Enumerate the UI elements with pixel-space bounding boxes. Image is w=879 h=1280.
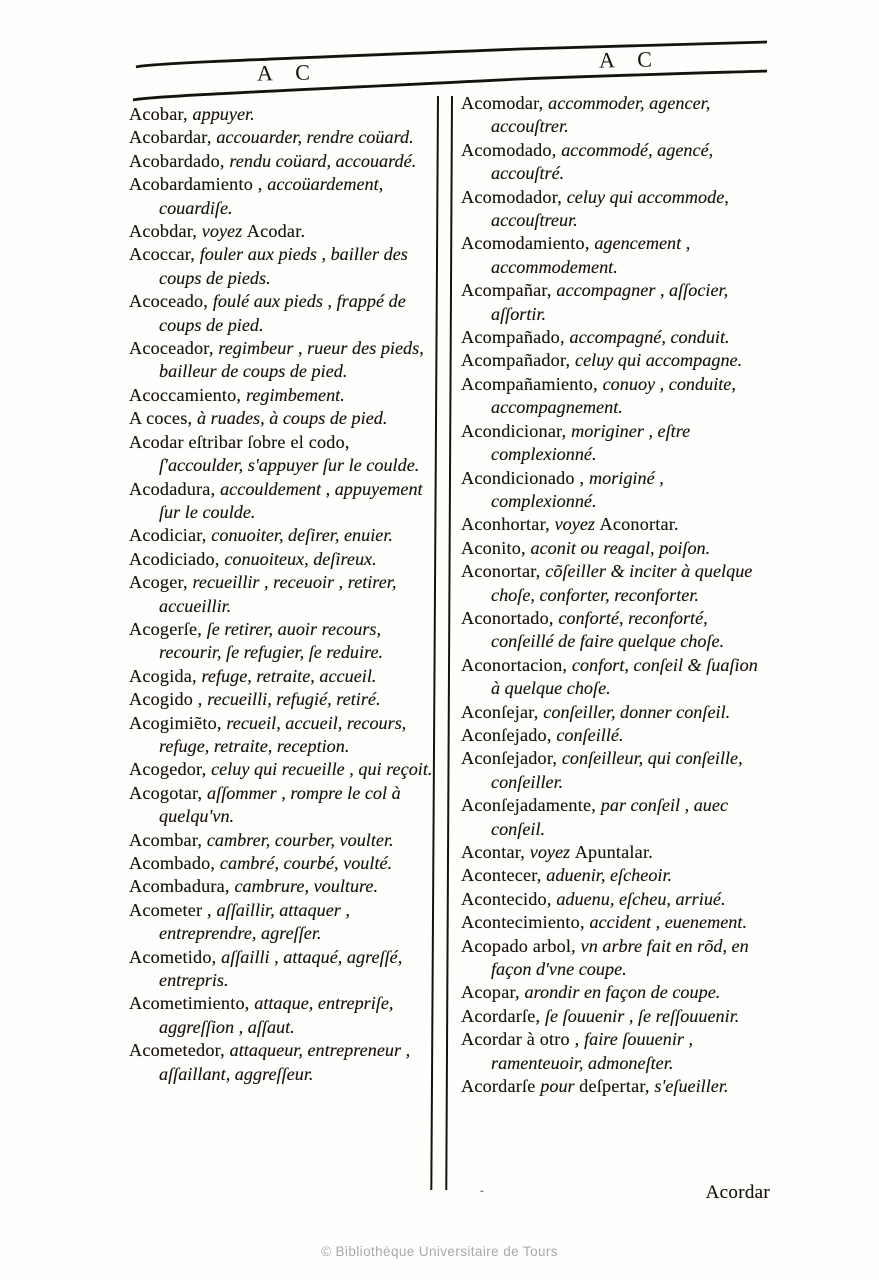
gloss-text: foulé aux pieds , frappé de coups de pied. [159, 291, 406, 335]
gloss-text: voyez [201, 221, 247, 242]
gloss-text: cambrure, voulture. [234, 876, 379, 897]
running-title-right: A C [598, 46, 662, 73]
dictionary-entry [129, 1039, 436, 1086]
dictionary-entry [129, 899, 436, 946]
headword-text: Acompañador, [461, 350, 575, 371]
dictionary-column-left [129, 103, 436, 1086]
gloss-text: à ruades, à coups de pied. [196, 408, 388, 429]
dictionary-entry [129, 548, 436, 571]
gloss-text: par conſeil , auec conſeil. [491, 795, 729, 839]
gloss-text: attaqueur, entrepreneur , aſſaillant, aggreſſeur. [159, 1040, 411, 1084]
gloss-text: refuge, retraite, accueil. [201, 665, 377, 686]
dictionary-entry [129, 431, 436, 478]
gloss-text: regimbement. [245, 384, 345, 405]
gloss-text: faire ſouuenir , ramenteuoir, admoneſter. [491, 1029, 694, 1073]
dictionary-entry [461, 560, 770, 607]
headword-text: Apuntalar. [574, 842, 653, 862]
headword-text: Acompañado, [461, 327, 570, 348]
headword-text: Aconortado, [461, 607, 559, 628]
dictionary-entry [461, 186, 770, 233]
headword-text: deſpertar, [579, 1076, 655, 1097]
dictionary-entry [461, 139, 770, 186]
gloss-text: accident , euenement. [589, 912, 748, 933]
dictionary-entry [461, 654, 770, 701]
headword-text: Acomodado, [461, 139, 562, 160]
dictionary-entry [129, 946, 436, 993]
headword-text: Acogimiẽto, [129, 712, 227, 733]
headword-text: Aconortar, [461, 561, 546, 582]
headword-text: Acodiciado, [129, 548, 225, 569]
headword-text: Acodadura, [129, 478, 221, 499]
gloss-text: conuoiter, deſirer, enuier. [211, 525, 393, 546]
dictionary-entry [129, 384, 436, 407]
headword-text: Acomodar, [461, 93, 549, 113]
headword-text: Aconortar. [599, 514, 679, 535]
headword-text: A coces, [129, 408, 197, 429]
headword-text: Acodiciar, [129, 525, 212, 546]
headword-text: Acontecimiento, [461, 912, 590, 933]
gloss-text: celuy qui accompagne. [575, 350, 743, 371]
gloss-text: accompagné, conduit. [569, 327, 730, 348]
dictionary-entry [129, 688, 436, 711]
dictionary-entry [129, 478, 436, 525]
dictionary-entry [129, 852, 436, 875]
dictionary-entry [461, 1005, 770, 1028]
headword-text: Acombar, [129, 829, 207, 850]
headword-text: Acoceador, [129, 338, 219, 359]
dictionary-entry [461, 467, 770, 514]
catchword: Acordar [705, 1182, 770, 1203]
dictionary-entry [461, 349, 770, 372]
dictionary-entry [461, 911, 770, 934]
dictionary-entry [461, 232, 770, 279]
gloss-text: aſſommer , rompre le col à quelqu'vn. [159, 782, 401, 827]
gloss-text: recueillir , receuoir , retirer, accueillir. [159, 572, 397, 616]
headword-text: Acobar, [129, 104, 193, 124]
gloss-text: ſ'accoulder, s'appuyer ſur le coulde. [159, 455, 420, 476]
gloss-text: conſeilleur, qui conſeille, conſeiller. [491, 748, 743, 792]
headword-text: Acogida, [129, 665, 202, 686]
headword-text: Acombado, [129, 853, 220, 873]
dictionary-entry [461, 864, 770, 887]
dictionary-entry [129, 875, 436, 898]
dictionary-entry [461, 888, 770, 911]
ink-stray-mark: ` [478, 1188, 492, 1204]
headword-text: Acogotar, [129, 782, 208, 803]
dictionary-entry [461, 92, 770, 139]
dictionary-entry [461, 841, 770, 864]
dictionary-entry [129, 758, 436, 781]
header-rule-top [136, 42, 767, 67]
dictionary-entry [129, 243, 436, 290]
headword-text: Acodar eſtribar ſobre el codo, [129, 431, 350, 452]
headword-text: Acometido, [129, 946, 222, 967]
headword-text: Acogerſe, [129, 618, 207, 639]
headword-text: Acontar, [461, 842, 530, 862]
headword-text: Acompañar, [461, 280, 557, 301]
dictionary-entry [461, 701, 770, 724]
dictionary-entry [129, 150, 436, 173]
gloss-text: attaque, entrepriſe, aggreſſion , aſſaut. [159, 993, 394, 1037]
dictionary-entry [129, 126, 436, 149]
headword-text: Acometedor, [129, 1040, 230, 1061]
headword-text: Acondicionar, [461, 420, 572, 441]
dictionary-column-right [461, 92, 770, 1098]
gloss-text: appuyer. [192, 104, 255, 124]
headword-text: Acopar, [461, 982, 525, 1003]
gloss-text: accommoder, agencer, accouſtrer. [491, 93, 711, 137]
dictionary-entry [461, 373, 770, 420]
headword-text: Acobardar, [129, 127, 217, 148]
headword-text: Acombadura, [129, 876, 235, 897]
dictionary-entry [129, 829, 436, 852]
headword-text: Acogedor, [129, 759, 212, 780]
headword-text: Aconſejado, [461, 724, 557, 745]
gloss-text: celuy qui recueille , qui reçoit. [211, 759, 433, 780]
headword-text: Acobardado, [129, 150, 230, 171]
gloss-text: accommodé, agencé, accouſtré. [491, 139, 714, 184]
gloss-text: accoüardement, couardiſe. [159, 174, 384, 218]
dictionary-entry [461, 724, 770, 747]
headword-text: Aconortacion, [461, 654, 572, 675]
gloss-text: vn arbre fait en rõd, en façon d'vne coupe. [491, 935, 749, 980]
dictionary-entry [129, 712, 436, 759]
dictionary-entry [129, 290, 436, 337]
headword-text: Acordarſe [461, 1076, 541, 1097]
gloss-text: conuoy , conduite, accompagnement. [491, 373, 736, 418]
gloss-text: cambré, courbé, voulté. [219, 853, 393, 873]
headword-text: Acometer , [129, 899, 217, 920]
headword-text: Aconito, [461, 537, 531, 558]
dictionary-entry [129, 782, 436, 829]
gloss-text: regimbeur , rueur des pieds, bailleur de coups de pied. [159, 338, 424, 382]
gloss-text: ſe ſouuenir , ſe reſſouuenir. [545, 1005, 740, 1026]
gloss-text: fouler aux pieds , bailler des coups de pieds. [159, 244, 408, 288]
gloss-text: accouarder, rendre coüard. [216, 127, 414, 148]
gloss-text: rendu coüard, accouardé. [229, 150, 417, 171]
gloss-text: voyez [529, 842, 575, 862]
gloss-text: conforté, reconforté, conſeillé de faire quelque choſe. [491, 607, 725, 652]
headword-text: Aconſejadamente, [461, 795, 601, 816]
dictionary-entry [461, 607, 770, 654]
dictionary-entry [461, 420, 770, 467]
gloss-text: celuy qui accommode, accouſtreur. [491, 186, 729, 231]
gloss-text: aſſaillir, attaquer , entreprendre, agreſſer. [159, 899, 350, 944]
dictionary-entry [129, 665, 436, 688]
dictionary-entry [461, 794, 770, 841]
headword-text: Acopado arbol, [461, 935, 581, 956]
gloss-text: recueil, accueil, recours, refuge, retraite, reception. [159, 712, 407, 756]
gloss-text: conuoiteux, deſireux. [224, 548, 377, 569]
dictionary-entry [129, 618, 436, 665]
headword-text: Acordar à otro , [461, 1029, 585, 1050]
dictionary-entry [129, 173, 436, 220]
dictionary-entry [461, 279, 770, 326]
gloss-text: moriginer , eſtre complexionné. [491, 420, 691, 465]
headword-text: Acomodador, [461, 186, 567, 207]
headword-text: Acontecer, [461, 865, 547, 886]
gloss-text: agencement , accommodement. [491, 233, 691, 277]
headword-text: Aconſejar, [461, 701, 544, 722]
gloss-text: accompagner , aſſocier, aſſortir. [491, 280, 729, 324]
gloss-text: aduenu, eſcheu, arriué. [556, 888, 726, 909]
gloss-text: confort, conſeil & ſuaſion à quelque choſe. [491, 654, 758, 699]
headword-text: Acoccar, [129, 244, 200, 265]
headword-text: Acomodamiento, [461, 233, 595, 254]
dictionary-entry [461, 513, 770, 536]
gloss-text: conſeiller, donner conſeil. [543, 701, 731, 722]
headword-text: Acoger, [129, 572, 193, 593]
headword-text: Acobardamiento , [129, 174, 268, 195]
headword-text: Acordarſe, [461, 1005, 545, 1026]
dictionary-entry [129, 524, 436, 547]
gloss-text: voyez [554, 514, 600, 535]
dictionary-entry [461, 1075, 770, 1098]
headword-text: Acodar. [246, 221, 306, 242]
dictionary-entry [461, 1028, 770, 1075]
dictionary-entry [129, 103, 436, 126]
gloss-text: ſe retirer, auoir recours, recourir, ſe refugier, ſe reduire. [159, 618, 384, 663]
dictionary-entry [461, 935, 770, 982]
gloss-text: moriginé , complexionné. [491, 467, 664, 511]
headword-text: Aconhortar, [461, 514, 555, 535]
gloss-text: cambrer, courber, voulter. [206, 829, 394, 850]
running-title-left: A C [256, 59, 320, 86]
headword-text: Acobdar, [129, 221, 202, 242]
gloss-text: aconit ou reagal, poiſon. [530, 537, 711, 558]
headword-text: Acontecido, [461, 888, 557, 909]
dictionary-entry [461, 537, 770, 560]
column-divider-rule-right [445, 96, 453, 1190]
gloss-text: s'eſueiller. [654, 1076, 729, 1097]
gloss-text: arondir en façon de coupe. [524, 982, 721, 1003]
dictionary-entry [129, 407, 436, 430]
gloss-text: pour [540, 1076, 580, 1097]
headword-text: Acompañamiento, [461, 373, 603, 394]
gloss-text: aſſailli , attaqué, agreſſé, entrepris. [159, 946, 403, 991]
dictionary-entry [461, 981, 770, 1004]
headword-text: Acondicionado , [461, 467, 589, 488]
headword-text: Acogido , [129, 689, 208, 710]
headword-text: Acoceado, [129, 291, 213, 312]
gloss-text: conſeillé. [556, 724, 624, 745]
gloss-text: recueilli, refugié, retiré. [207, 689, 381, 710]
dictionary-entry [461, 326, 770, 349]
gloss-text: aduenir, eſcheoir. [546, 865, 673, 886]
dictionary-entry [129, 220, 436, 243]
headword-text: Aconſejador, [461, 748, 562, 769]
gloss-text: accouldement , appuyement ſur le coulde. [159, 478, 423, 522]
dictionary-entry [129, 571, 436, 618]
headword-text: Acometimiento, [129, 993, 255, 1014]
gloss-text: cõſeiller & inciter à quelque choſe, conforter, reconforter. [491, 561, 753, 605]
headword-text: Acoccamiento, [129, 384, 246, 405]
watermark-footer: © Bibliothèque Universitaire de Tours [321, 1244, 558, 1259]
dictionary-entry [129, 992, 436, 1039]
dictionary-entry [129, 337, 436, 384]
dictionary-entry [461, 747, 770, 794]
